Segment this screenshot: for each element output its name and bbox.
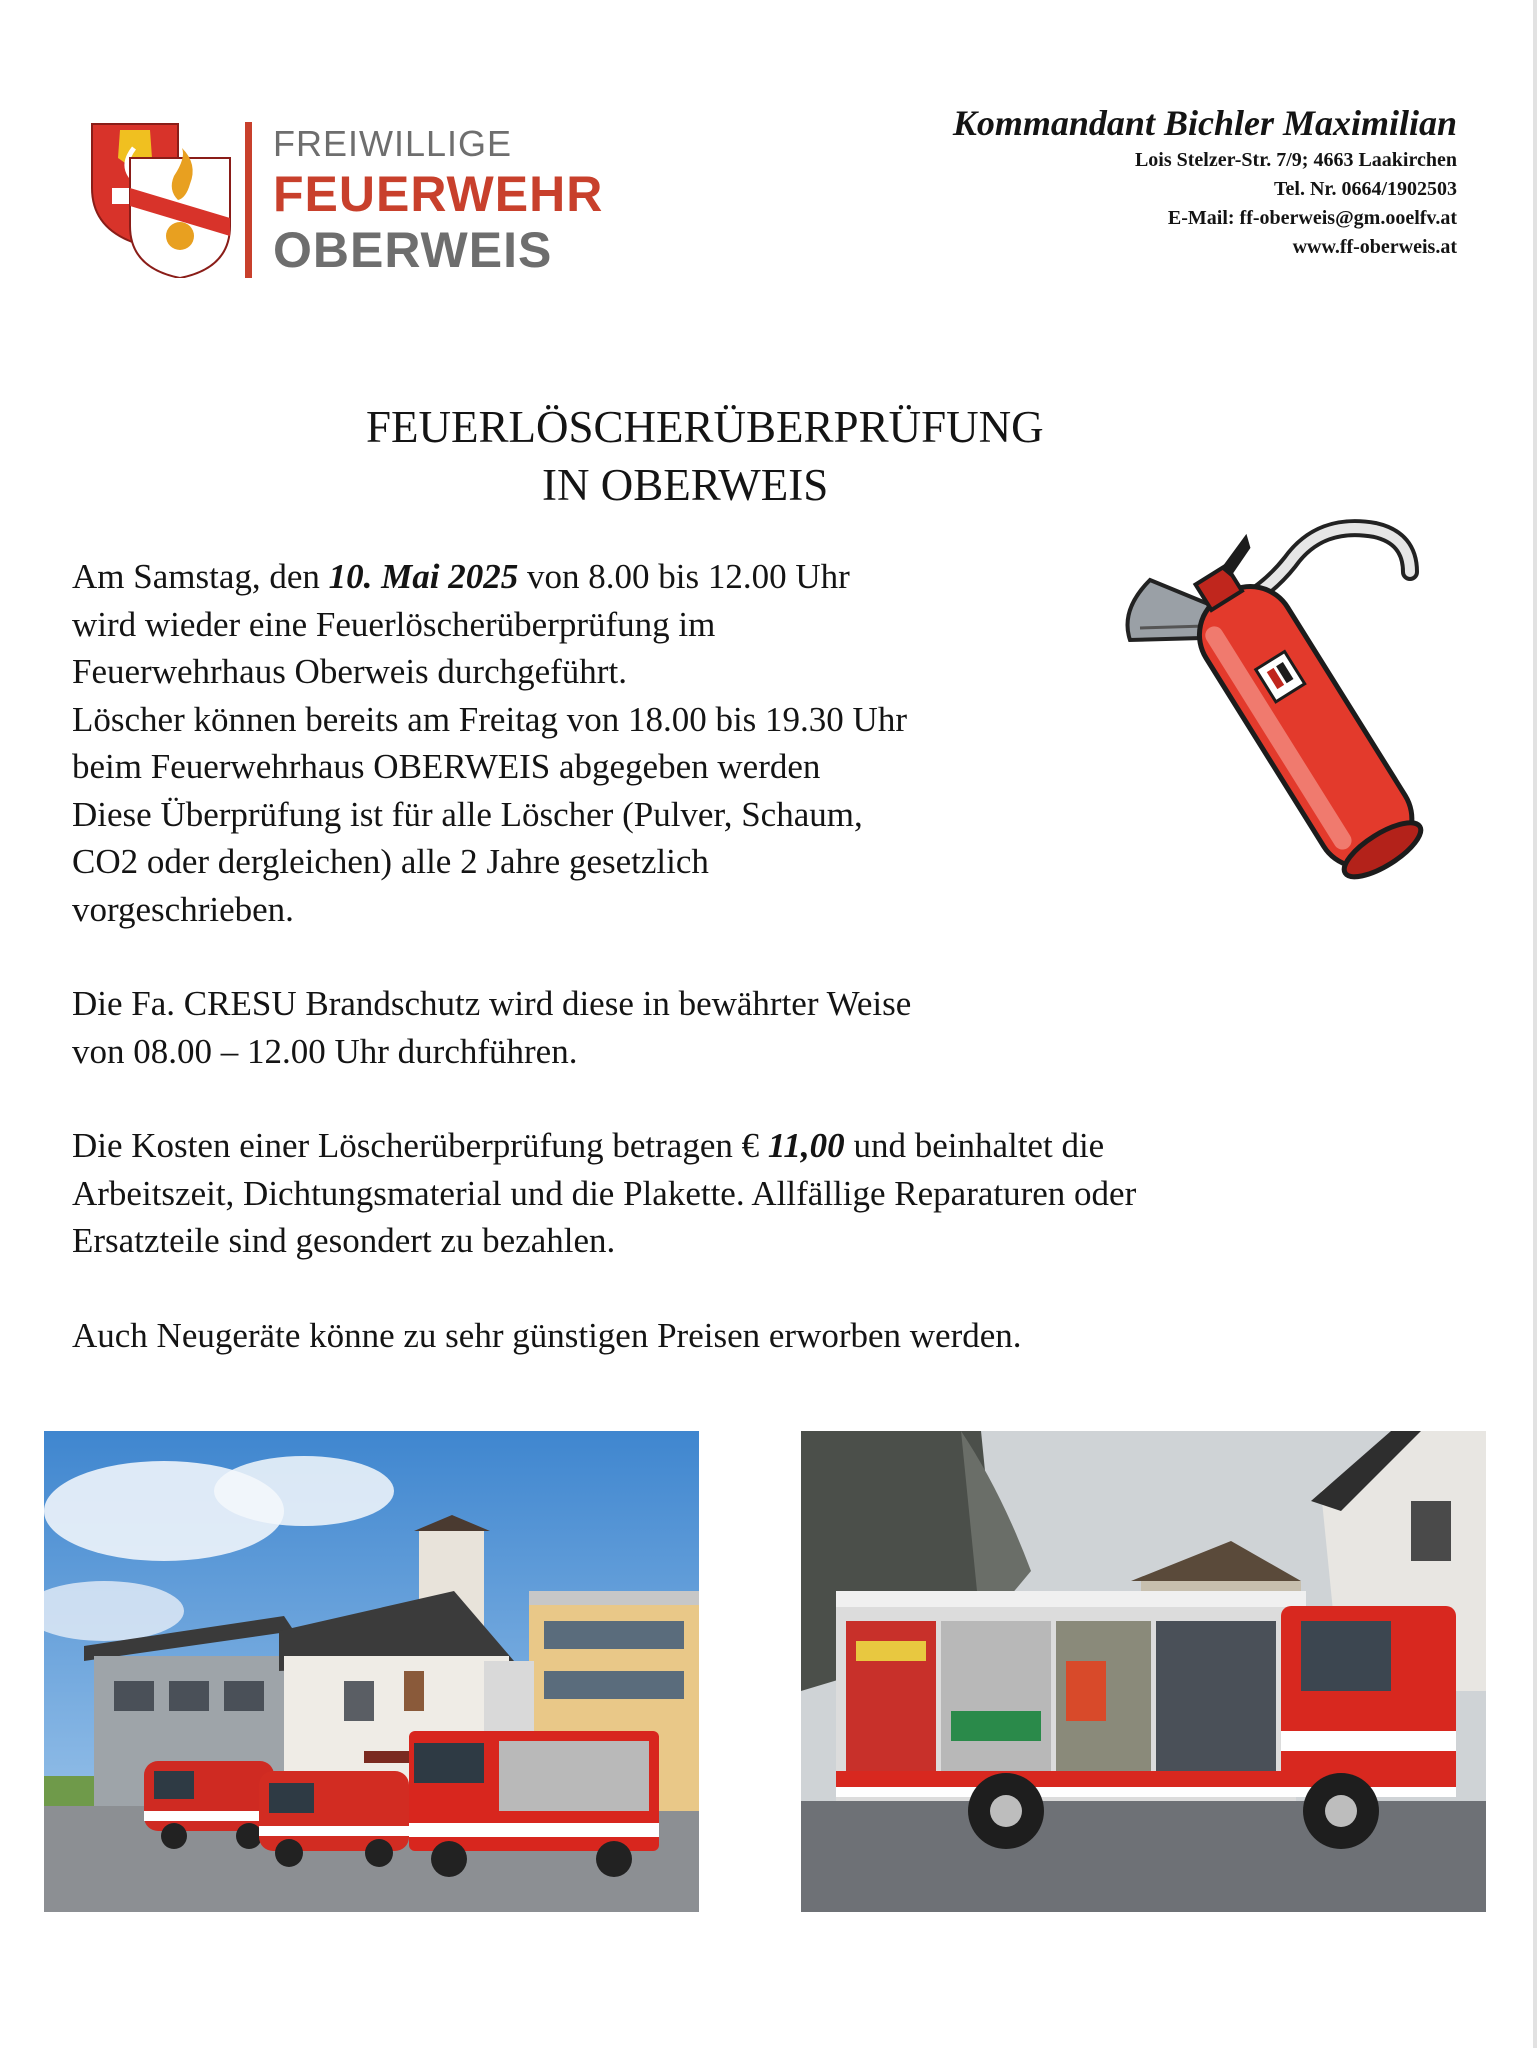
paragraph-1-line-8: vorgeschrieben.	[72, 889, 294, 929]
contact-block	[953, 100, 1457, 262]
cost-lead-text: Die Kosten einer Löscherüberprüfung betragen €	[72, 1126, 768, 1165]
page-edge	[1533, 0, 1537, 2048]
title-line-2: IN OBERWEIS	[542, 460, 829, 510]
logo-line-oberweis: OBERWEIS	[273, 222, 553, 278]
title-line-1: FEUERLÖSCHERÜBERPRÜFUNG	[366, 402, 1044, 452]
fire-brigade-logo	[90, 118, 610, 288]
contact-website: www.ff-oberweis.at	[1292, 236, 1457, 258]
event-date: 10. Mai 2025	[328, 557, 519, 596]
contact-email: E-Mail: ff-oberweis@gm.ooelfv.at	[1167, 207, 1457, 229]
paragraph-1-line-7: CO2 oder dergleichen) alle 2 Jahre gesetzlich	[72, 842, 709, 881]
inspection-price: 11,00	[767, 1126, 845, 1165]
commander-name: Kommandant Bichler Maximilian	[952, 103, 1457, 143]
cost-trailing-text: und beinhaltet die	[844, 1126, 1105, 1165]
contact-phone: Tel. Nr. 0664/1902503	[1274, 178, 1457, 200]
logo-line-freiwillige: FREIWILLIGE	[273, 123, 513, 164]
paragraph-3-line-1	[72, 1122, 1352, 1170]
paragraph-1-line-3: Feuerwehrhaus Oberweis durchgeführt.	[72, 652, 627, 691]
crest-icon	[90, 118, 232, 278]
paragraph-1-line-4: Löscher können bereits am Freitag von 18.00 bis 19.30 Uhr	[72, 699, 907, 739]
paragraph-gap	[72, 1265, 1352, 1312]
contact-address: Lois Stelzer-Str. 7/9; 4663 Laakirchen	[1134, 149, 1457, 171]
fire-truck-photo	[801, 1431, 1486, 1912]
logo-line-feuerwehr: FEUERWEHR	[273, 166, 604, 222]
paragraph-2-line-1: Die Fa. CRESU Brandschutz wird diese in bewährter Weise	[72, 984, 912, 1023]
logo-text	[273, 122, 603, 278]
paragraph-1-line-1	[72, 553, 1352, 601]
paragraph-1-line-6: Diese Überprüfung ist für alle Löscher (Pulver, Schaum,	[72, 794, 863, 834]
paragraph-gap	[72, 1075, 1352, 1122]
date-lead-text: Am Samstag, den	[72, 557, 329, 596]
paragraph-1-line-5: beim Feuerwehrhaus OBERWEIS abgegeben werden	[72, 747, 821, 786]
paragraph-4: Auch Neugeräte könne zu sehr günstigen Preisen erworben werden.	[72, 1315, 1022, 1355]
logo-divider	[245, 122, 252, 278]
paragraph-gap	[72, 933, 1352, 980]
event-time: von 8.00 bis 12.00 Uhr	[518, 557, 850, 596]
announcement-body	[72, 553, 1352, 1359]
fire-station-photo	[44, 1431, 699, 1912]
paragraph-3-line-3: Ersatzteile sind gesondert zu bezahlen.	[72, 1221, 616, 1260]
paragraph-2-line-2: von 08.00 – 12.00 Uhr durchführen.	[72, 1031, 578, 1071]
paragraph-3-line-2: Arbeitszeit, Dichtungsmaterial und die Plakette. Allfällige Reparaturen oder	[72, 1173, 1137, 1213]
paragraph-1-line-2: wird wieder eine Feuerlöscherüberprüfung im	[72, 604, 716, 644]
